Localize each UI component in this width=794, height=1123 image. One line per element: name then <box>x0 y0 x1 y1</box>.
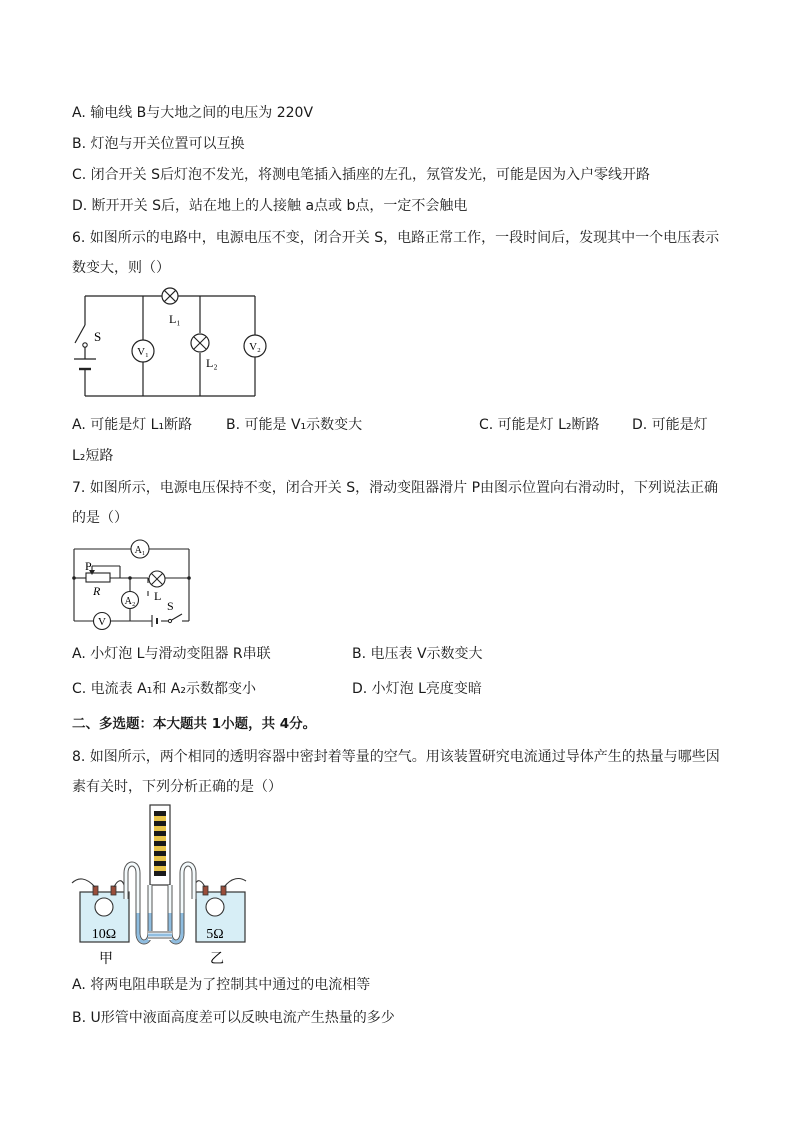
q8-option-a: A. 将两电阻串联是为了控制其中通过的电流相等 <box>72 977 371 993</box>
q8-option-b: B. U形管中液面高度差可以反映电流产生热量的多少 <box>72 1010 395 1026</box>
q7-stem-line2: 的是（） <box>72 510 128 526</box>
q8-label-jia: 甲 <box>99 952 113 967</box>
q6-option-c: C. 可能是灯 L₂断路 <box>479 417 600 433</box>
q7-label-v: V <box>98 616 106 628</box>
q6-option-d-continued: L₂短路 <box>72 448 114 464</box>
q6-lamp-l2 <box>191 334 209 352</box>
q7-option-d: D. 小灯泡 L亮度变暗 <box>352 681 482 697</box>
q7-option-b: B. 电压表 V示数变大 <box>352 646 483 662</box>
q6-label-s: S <box>94 329 102 344</box>
q7-label-a2: A₂ <box>124 596 136 607</box>
section-heading-multi-choice: 二、多选题：本大题共 1小题，共 4分。 <box>72 716 317 732</box>
q7-stem-line1: 7. 如图所示，电源电压保持不变，闭合开关 S，滑动变阻器滑片 P由图示位置向右滑动时，下列说法正确 <box>72 480 719 496</box>
q6-label-l1: L₁ <box>169 312 181 326</box>
q5-option-c: C. 闭合开关 S后灯泡不发光，将测电笔插入插座的左孔，氖管发光，可能是因为入户零线开路 <box>72 167 651 183</box>
q8-label-yi: 乙 <box>210 952 224 967</box>
q7-option-a: A. 小灯泡 L与滑动变阻器 R串联 <box>72 646 271 662</box>
q6-label-v1: V₁ <box>137 346 149 358</box>
q6-option-a: A. 可能是灯 L₁断路 <box>72 417 193 433</box>
q7-label-a1: A₁ <box>134 545 146 556</box>
q7-label-p: P <box>85 559 92 573</box>
q6-stem-line1: 6. 如图所示的电路中，电源电压不变，闭合开关 S，电路正常工作，一段时间后，发现其中一个电压表示 <box>72 230 720 246</box>
q6-circuit-diagram <box>70 285 270 400</box>
q8-label-left-resistance: 10Ω <box>91 927 117 942</box>
q7-lamp-l <box>149 571 165 587</box>
q8-label-right-resistance: 5Ω <box>206 927 224 942</box>
q5-option-a: A. 输电线 B与大地之间的电压为 220V <box>72 105 314 121</box>
q6-lamp-l1 <box>162 288 178 304</box>
q5-option-b: B. 灯泡与开关位置可以互换 <box>72 136 245 152</box>
q6-label-l2: L₂ <box>206 356 218 370</box>
q7-circuit-diagram <box>68 538 198 633</box>
q6-stem-line2: 数变大，则（） <box>72 260 170 276</box>
q7-label-l: L <box>154 589 162 603</box>
q5-option-d: D. 断开开关 S后，站在地上的人接触 a点或 b点，一定不会触电 <box>72 198 468 214</box>
q8-stem-line1: 8. 如图所示，两个相同的透明容器中密封着等量的空气。用该装置研究电流通过导体产生的热量与哪些因 <box>72 749 720 765</box>
q7-option-c: C. 电流表 A₁和 A₂示数都变小 <box>72 681 256 697</box>
q7-label-s: S <box>167 599 174 613</box>
q6-option-d: D. 可能是灯 <box>632 417 708 433</box>
q6-label-v2: V₂ <box>249 341 261 353</box>
q6-option-b: B. 可能是 V₁示数变大 <box>226 417 363 433</box>
q8-apparatus-diagram <box>70 803 255 968</box>
q8-stem-line2: 素有关时，下列分析正确的是（） <box>72 779 282 795</box>
q7-label-r: R <box>93 584 101 598</box>
